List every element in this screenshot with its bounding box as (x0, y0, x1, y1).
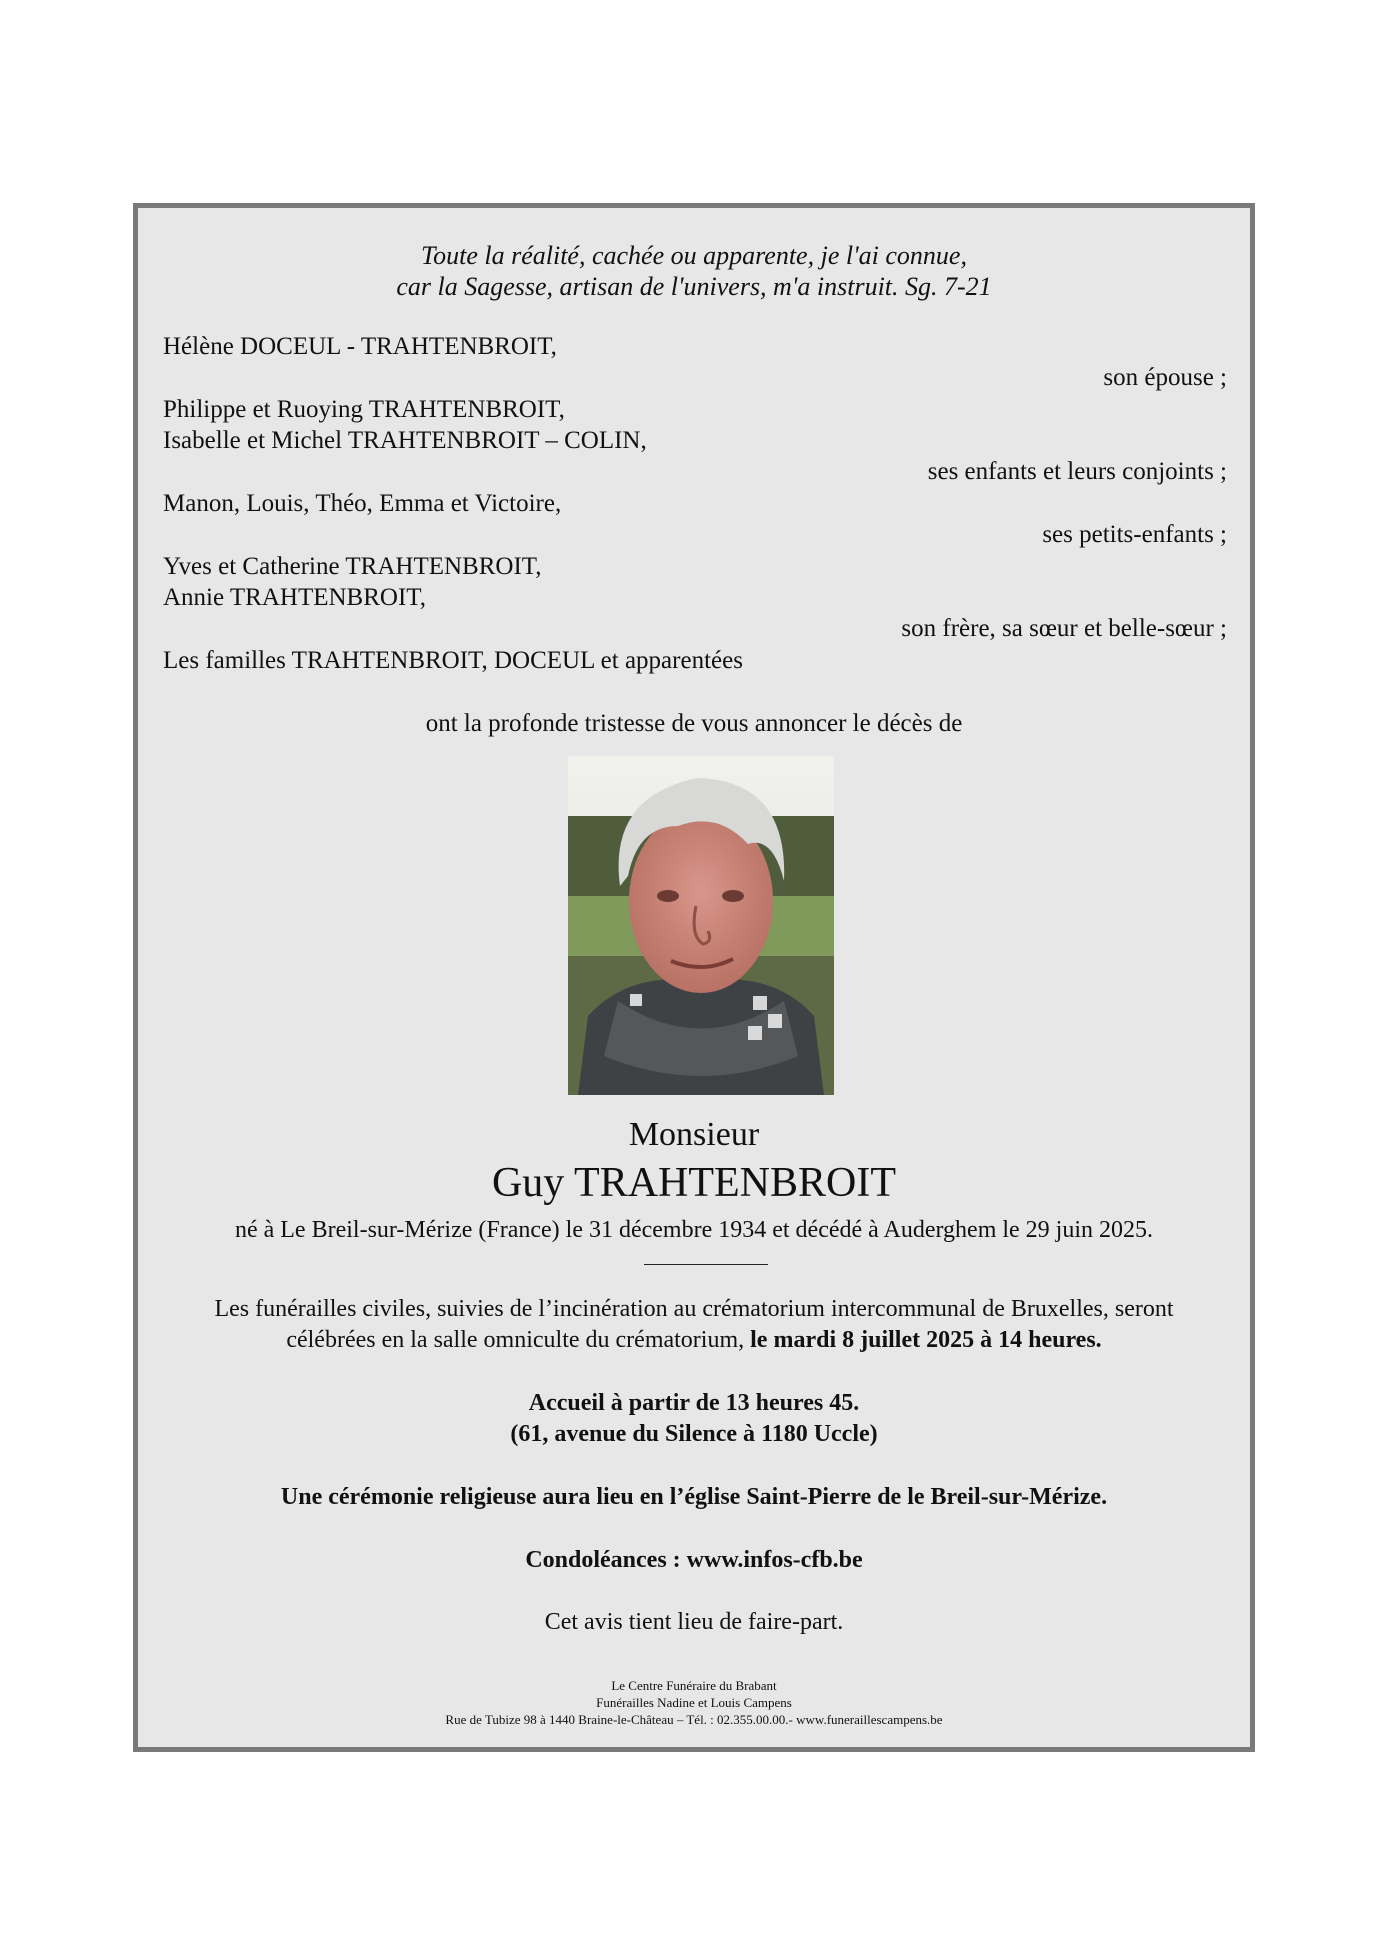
portrait-photo (568, 756, 834, 1095)
child-1: Philippe et Ruoying TRAHTENBROIT, (163, 396, 565, 423)
funeral-line-1: Les funérailles civiles, suivies de l’incinération au crématorium intercommunal de Bruxelles, seront (214, 1296, 1174, 1322)
obituary-card (133, 203, 1255, 1752)
religious-ceremony: Une cérémonie religieuse aura lieu en l’église Saint-Pierre de le Breil-sur-Mérize. (280, 1484, 1108, 1510)
condolences: Condoléances : www.infos-cfb.be (525, 1547, 863, 1573)
footer-line-3: Rue de Tubize 98 à 1440 Braine-le-Château – Tél. : 02.355.00.00.- www.funeraillescampens.be (445, 1712, 943, 1727)
wife-role: son épouse ; (1103, 364, 1227, 391)
divider-line (644, 1264, 768, 1265)
notice: Cet avis tient lieu de faire-part. (544, 1609, 844, 1635)
reception-time: Accueil à partir de 13 heures 45. (528, 1390, 860, 1416)
deceased-title: Monsieur (628, 1116, 760, 1153)
grandchildren: Manon, Louis, Théo, Emma et Victoire, (163, 490, 562, 517)
funeral-date: le mardi 8 juillet 2025 à 14 heures. (750, 1327, 1102, 1353)
child-2: Isabelle et Michel TRAHTENBROIT – COLIN, (163, 427, 647, 454)
crematorium-address: (61, avenue du Silence à 1180 Uccle) (510, 1421, 878, 1447)
families-line: Les familles TRAHTENBROIT, DOCEUL et apparentées (163, 647, 743, 674)
deceased-name: Guy TRAHTENBROIT (491, 1160, 897, 1206)
funeral-line-2-text: célébrées en la salle omniculte du crématorium, (286, 1327, 751, 1353)
portrait-illustration (568, 756, 834, 1095)
siblings-role: son frère, sa sœur et belle-sœur ; (901, 615, 1227, 642)
footer-line-1: Le Centre Funéraire du Brabant (611, 1678, 777, 1693)
children-role: ses enfants et leurs conjoints ; (927, 458, 1227, 485)
wife-name: Hélène DOCEUL - TRAHTENBROIT, (163, 333, 557, 360)
epigraph-line-1: Toute la réalité, cachée ou apparente, je l'ai connue, (421, 241, 967, 270)
grandchildren-role: ses petits-enfants ; (1042, 521, 1227, 548)
footer (138, 1677, 1250, 1728)
funeral-line-2 (138, 1325, 1250, 1356)
epigraph (138, 240, 1250, 302)
deceased-dates: né à Le Breil-sur-Mérize (France) le 31 décembre 1934 et décédé à Auderghem le 29 juin 2025. (234, 1217, 1154, 1243)
footer-line-2: Funérailles Nadine et Louis Campens (596, 1695, 792, 1710)
epigraph-line-2: car la Sagesse, artisan de l'univers, m'a instruit. Sg. 7-21 (396, 272, 992, 301)
sibling-2: Annie TRAHTENBROIT, (163, 584, 426, 611)
announcement: ont la profonde tristesse de vous annoncer le décès de (425, 710, 963, 737)
sibling-1: Yves et Catherine TRAHTENBROIT, (163, 553, 542, 580)
